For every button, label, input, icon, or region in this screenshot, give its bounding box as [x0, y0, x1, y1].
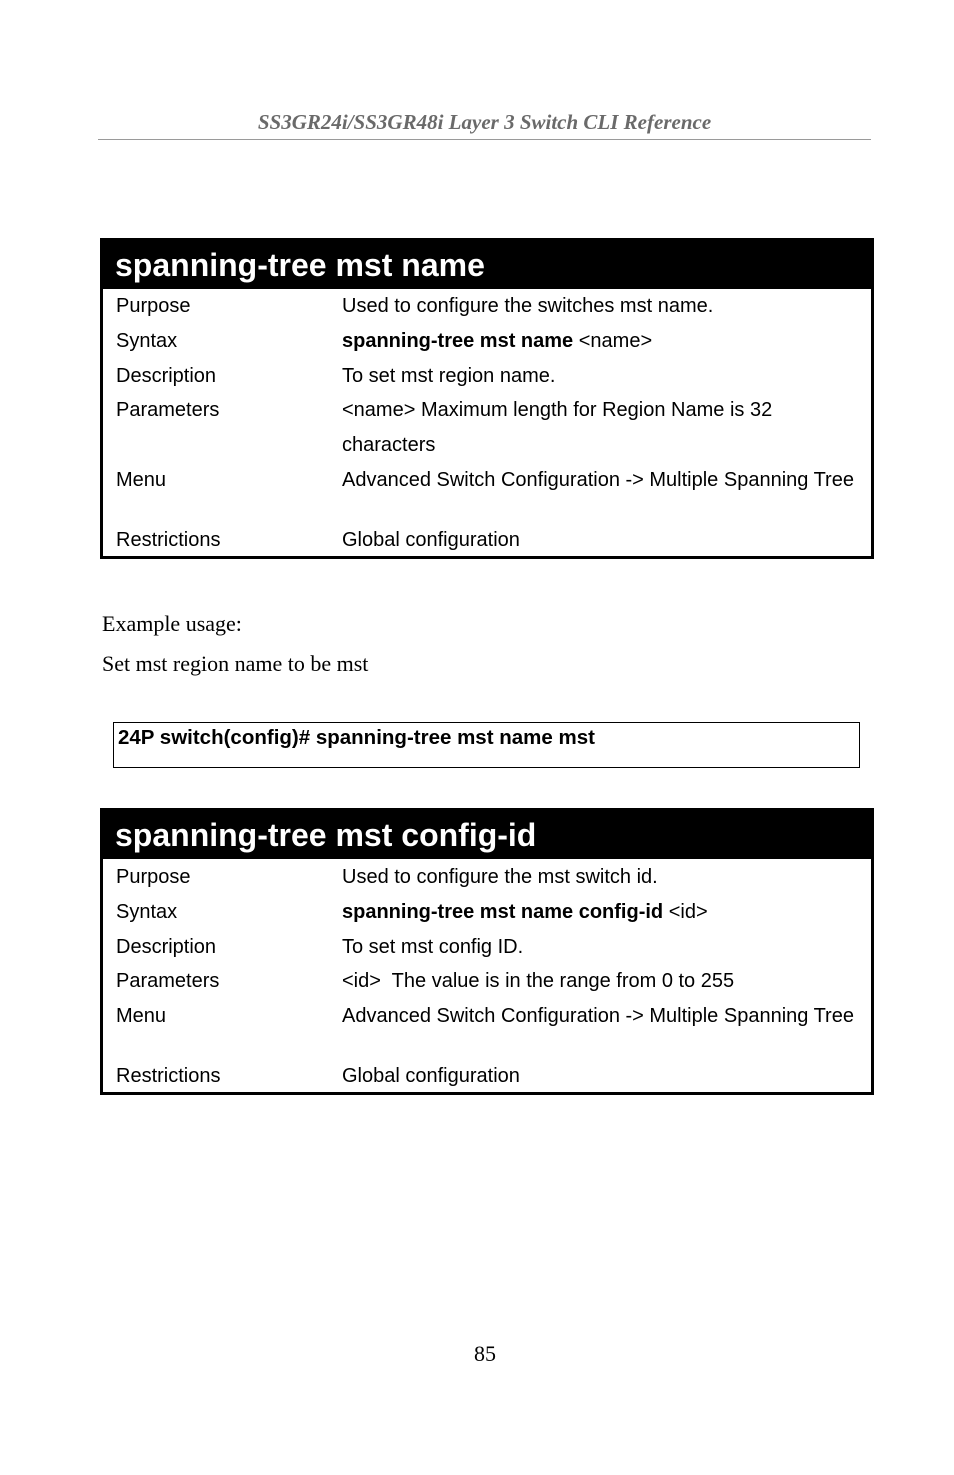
menu-value: Advanced Switch Configuration -> Multiple Spanning Tree — [342, 469, 854, 491]
syntax-row — [103, 329, 871, 364]
example-usage-label: Example usage: — [102, 611, 242, 636]
purpose-value: Used to configure the switches mst name. — [342, 295, 714, 317]
menu-row — [103, 1004, 871, 1064]
syntax-value — [342, 329, 871, 364]
description-value: To set mst config ID. — [342, 936, 524, 958]
description-label: Description — [116, 365, 217, 387]
parameters-line: characters — [342, 434, 436, 456]
example-description: Set mst region name to be mst — [102, 651, 369, 676]
description-label: Description — [116, 936, 217, 958]
parameters-value: <id> The value is in the range from 0 to 255 — [342, 970, 735, 992]
parameters-label: Parameters — [116, 399, 220, 421]
parameters-row — [103, 398, 871, 468]
restrictions-value: Global configuration — [342, 1065, 520, 1087]
syntax-row — [103, 900, 871, 935]
syntax-command: spanning-tree mst name config-id — [342, 901, 664, 923]
description-value: To set mst region name. — [342, 365, 556, 387]
syntax-command: spanning-tree mst name — [342, 330, 574, 352]
menu-row — [103, 468, 871, 528]
example-code: 24P switch(config)# spanning-tree mst name mst — [118, 726, 595, 749]
menu-label: Menu — [116, 469, 167, 491]
syntax-value — [342, 900, 871, 935]
menu-label: Menu — [116, 1005, 167, 1027]
parameters-label: Parameters — [116, 970, 220, 992]
description-row — [103, 935, 871, 969]
parameters-line: <name> Maximum length for Region Name is 32 — [342, 399, 773, 421]
purpose-label: Purpose — [116, 866, 191, 888]
purpose-label: Purpose — [116, 295, 191, 317]
restrictions-label: Restrictions — [116, 1065, 221, 1087]
purpose-row — [103, 294, 871, 329]
example-code-box — [113, 722, 860, 768]
page-number: 85 — [474, 1341, 496, 1366]
syntax-argument: <name> — [573, 330, 653, 352]
parameters-row — [103, 969, 871, 1004]
command-table-mst-config-id — [100, 808, 874, 1095]
description-row — [103, 364, 871, 398]
command-title: spanning-tree mst config-id — [103, 811, 871, 859]
restrictions-value: Global configuration — [342, 529, 520, 551]
purpose-row — [103, 865, 871, 900]
command-table-mst-name — [100, 238, 874, 559]
purpose-value: Used to configure the mst switch id. — [342, 866, 658, 888]
restrictions-label: Restrictions — [116, 529, 221, 551]
running-header: SS3GR24i/SS3GR48i Layer 3 Switch CLI Reference — [98, 110, 871, 140]
command-title: spanning-tree mst name — [103, 241, 871, 289]
menu-value: Advanced Switch Configuration -> Multiple Spanning Tree — [342, 1005, 854, 1027]
restrictions-row — [103, 1064, 871, 1088]
syntax-label: Syntax — [116, 901, 178, 923]
restrictions-row — [103, 528, 871, 552]
syntax-argument: <id> — [663, 901, 708, 923]
syntax-label: Syntax — [116, 330, 178, 352]
parameters-value — [342, 398, 871, 468]
